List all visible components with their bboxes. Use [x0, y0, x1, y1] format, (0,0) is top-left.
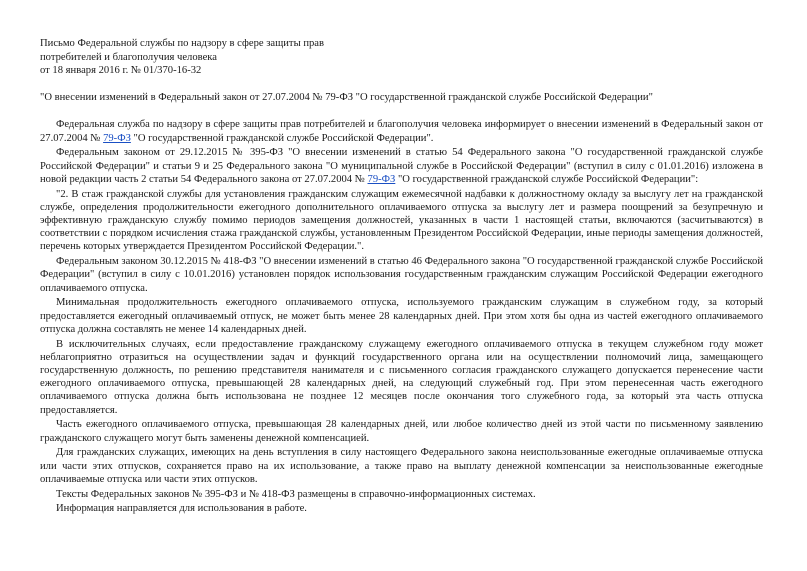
document-title: "О внесении изменений в Федеральный закон от 27.07.2004 № 79-ФЗ "О государственной гражданской службе Российской Федерации"	[40, 91, 653, 103]
quoted-article-text: "2. В стаж гражданской службы для установления гражданским служащим ежемесячной надбавки к должностному окладу за выслугу лет на гражданской службе, определения продолжительности ежегодного дополнительного оплачиваемого отпуска за выслугу лет и размера поощрений за безупречную и эффективную гражданскую службу помимо периодов замещения должностей, указанных в части 1 настоящей статьи, включаются (засчитываются) в соответствии с порядком исчисления стажа гражданской службы, установленным Президентом Российской Федерации, иные периоды замещения должностей, перечень которых утверждается Президентом Российской Федерации.".	[40, 188, 763, 253]
paragraph-text: Федеральная служба по надзору в сфере защиты прав потребителей и благополучия человека информирует о внесении изменений в Федеральный закон от 27.07.2004 №	[40, 119, 763, 144]
document-body	[40, 118, 763, 515]
paragraph-2	[40, 146, 763, 186]
paragraph-8: Для гражданских служащих, имеющих на день вступления в силу настоящего Федерального закона неиспользованные ежегодные оплачиваемые отпуска или части этих отпусков, сохраняется право на их использование, а также право на выплату денежной компенсации за неиспользованные ежегодные оплачиваемые отпуска или части этих отпусков.	[40, 447, 763, 485]
paragraph-text: "О государственной гражданской службе Российской Федерации":	[395, 173, 699, 185]
paragraph-7: Часть ежегодного оплачиваемого отпуска, превышающая 28 календарных дней, или любое количество дней из этой части по письменному заявлению гражданского служащего могут быть заменены денежной компенсацией.	[40, 419, 763, 444]
paragraph-text: Федеральным законом от 29.12.2015 № 395-ФЗ "О внесении изменений в статью 54 Федерального закона "О государственной гражданской службе Российской Федерации" и статьи 9 и 25 Федерального закона "О муниципальной службе в Российской Федерации" (вступил в силу с 01.01.2016) изложена в новой редакции часть 2 статьи 54 Федерального закона от 27.07.2004 №	[40, 147, 763, 185]
law-79-fz-link[interactable]: 79-ФЗ	[367, 173, 396, 185]
paragraph-9: Тексты Федеральных законов № 395-ФЗ и № 418-ФЗ размещены в справочно-информационных системах.	[56, 488, 536, 500]
paragraph-10: Информация направляется для использования в работе.	[56, 503, 307, 515]
issuer-line-2: потребителей и благополучия человека	[40, 51, 217, 63]
letter-date-number: от 18 января 2016 г. № 01/370-16-32	[40, 65, 202, 77]
law-79-fz-link[interactable]: 79-ФЗ	[103, 132, 131, 144]
paragraph-text: "О государственной гражданской службе Российской Федерации".	[130, 132, 434, 144]
paragraph-4: Федеральным законом 30.12.2015 № 418-ФЗ "О внесении изменений в статью 46 Федерального закона "О государственной гражданской службе Российской Федерации" (вступил в силу с 10.01.2016) установлен порядок использования государственным гражданским служащим Российской Федерации ежегодного оплачиваемого отпуска.	[40, 256, 763, 294]
paragraph-6: В исключительных случаях, если предоставление гражданскому служащему ежегодного оплачиваемого отпуска в текущем служебном году может неблагоприятно отразиться на осуществлении задач и функций государственного органа или на осуществлении полномочий лица, замещающего государственную должность, по решению представителя нанимателя и с письменного согласия гражданского служащего допускается перенесение части ежегодного оплачиваемого отпуска, превышающей 28 календарных дней, на следующий служебный год. При этом перенесенная часть ежегодного оплачиваемого отпуска должна быть использована не позднее 12 месяцев после окончания того служебного года, за который эта часть отпуска предоставляется.	[40, 338, 763, 416]
paragraph-5: Минимальная продолжительность ежегодного оплачиваемого отпуска, используемого гражданским служащим в служебном году, за который предоставляется ежегодный оплачиваемый отпуск, не может быть менее 28 календарных дней. При этом хотя бы одна из частей ежегодного оплачиваемого отпуска должна составлять не менее 14 календарных дней.	[40, 297, 763, 335]
paragraph-1	[40, 118, 763, 144]
issuer-line-1: Письмо Федеральной службы по надзору в сфере защиты прав	[40, 38, 325, 49]
